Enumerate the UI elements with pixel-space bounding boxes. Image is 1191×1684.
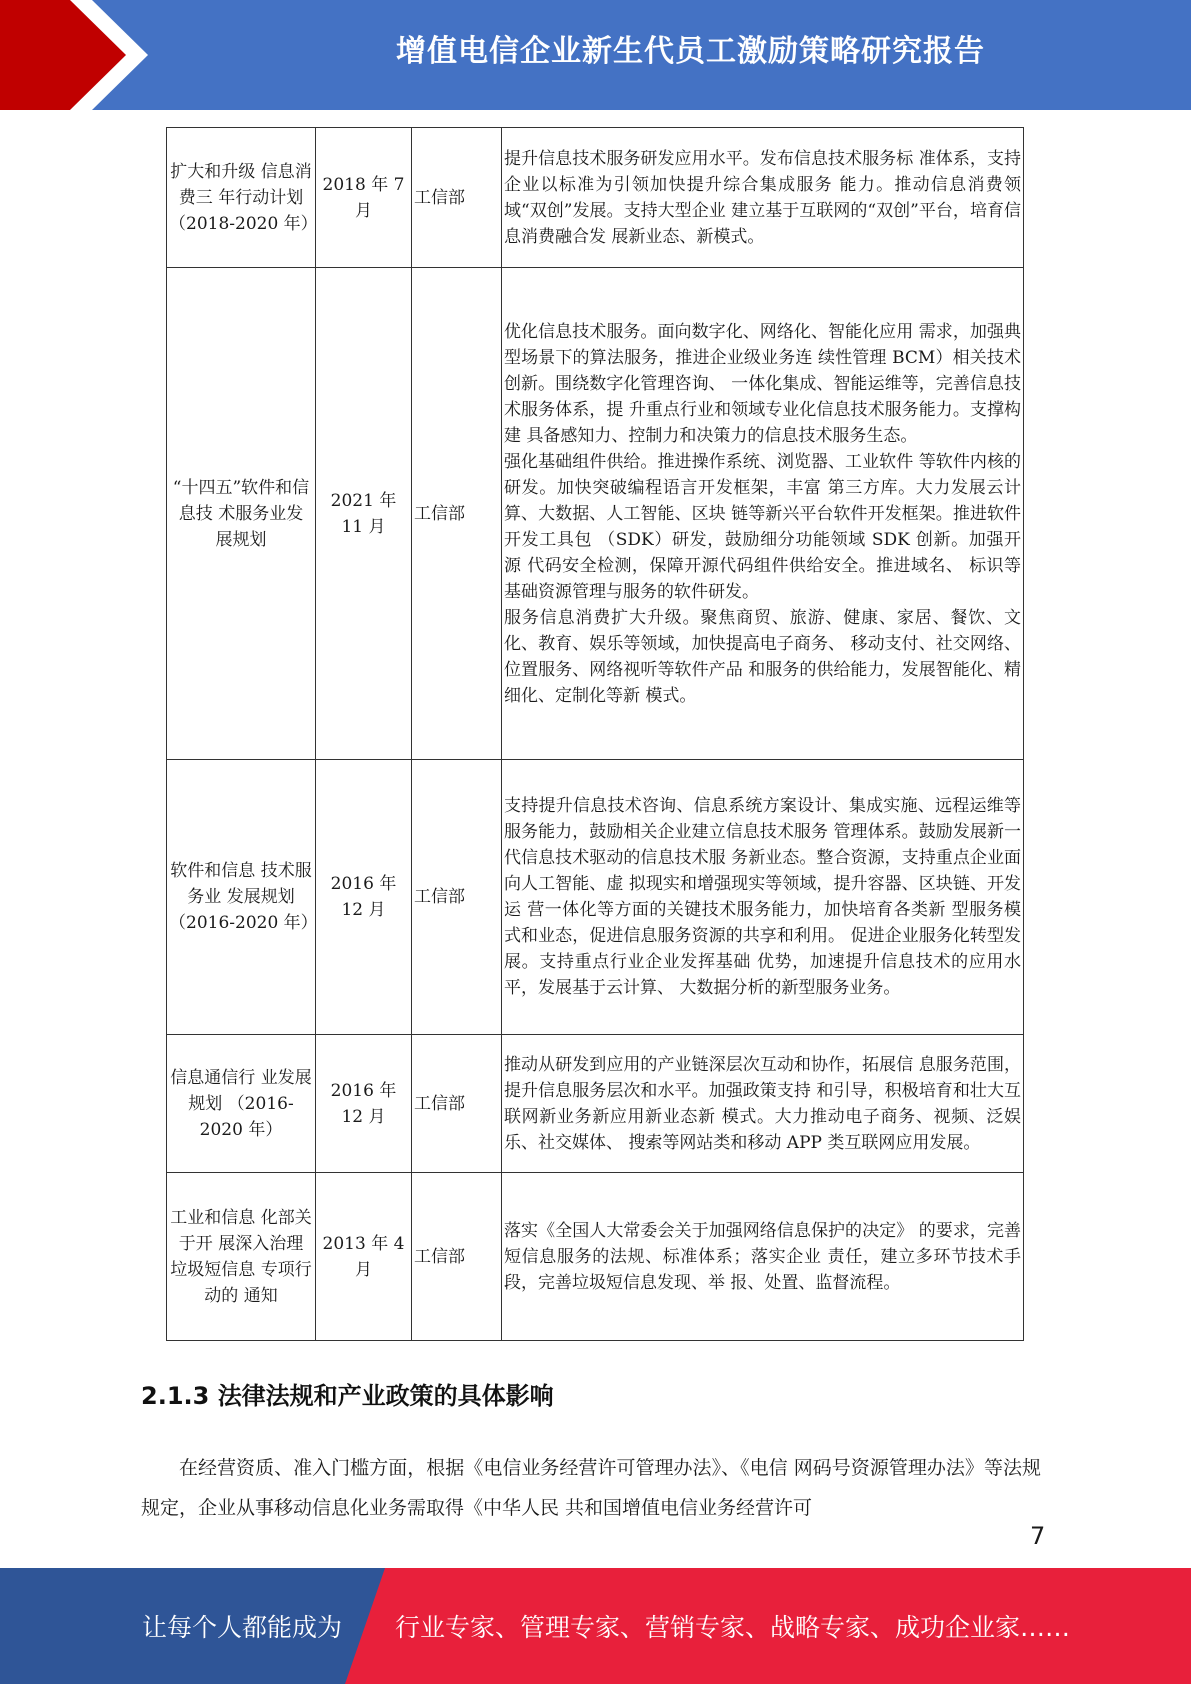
policy-content-cell — [502, 760, 1024, 1035]
report-title: 增值电信企业新生代员工激励策略研究报告 — [396, 34, 985, 69]
policy-table-body — [167, 128, 1024, 1341]
policy-date-cell: 2016 年 12 月 — [316, 1035, 412, 1173]
policy-name-cell: 信息通信行 业发展规划 （2016-2020 年） — [167, 1035, 316, 1173]
policy-content-paragraph: 推动从研发到应用的产业链深层次互动和协作，拓展信 息服务范围，提升信息服务层次和水平。加强政策支持 和引导，积极培育和壮大互联网新业务新应用新业态新 模式。大力推动电子商务、视频、泛娱乐、社交媒体、 搜索等网站类和移动 APP 类互联网应用发展。 — [504, 1054, 1021, 1153]
policy-content-paragraph: 服务信息消费扩大升级。聚焦商贸、旅游、健康、家居、餐饮、文化、教育、娱乐等领域，加快提高电子商务、 移动支付、社交网络、位置服务、网络视听等软件产品 和服务的供给能力，发展智能化、精细化、定制化等新 模式。 — [504, 607, 1021, 706]
red-arrow-icon — [0, 0, 200, 110]
policy-dept-cell: 工信部 — [412, 268, 502, 760]
policy-content-cell — [502, 1173, 1024, 1341]
policy-content-cell — [502, 1035, 1024, 1173]
table-row — [167, 1173, 1024, 1341]
policy-content-cell — [502, 128, 1024, 268]
header-banner — [0, 0, 1191, 110]
policy-name-cell: 扩大和升级 信息消费三 年行动计划 （2018-2020 年） — [167, 128, 316, 268]
policy-name-cell: “十四五”软件和信息技 术服务业发 展规划 — [167, 268, 316, 760]
policy-name-cell: 工业和信息 化部关于开 展深入治理 垃圾短信息 专项行动的 通知 — [167, 1173, 316, 1341]
policy-content-paragraph: 优化信息技术服务。面向数字化、网络化、智能化应用 需求，加强典型场景下的算法服务，推进企业级业务连 续性管理 BCM）相关技术创新。围绕数字化管理咨询、 一体化集成、智能运维等，完善信息技术服务体系，提 升重点行业和领域专业化信息技术服务能力。支撑构建 具备感知力、控制力和决策力的信息技术服务生态。 — [504, 321, 1021, 446]
policy-date-cell: 2016 年 12 月 — [316, 760, 412, 1035]
table-row — [167, 1035, 1024, 1173]
table-row — [167, 268, 1024, 760]
policy-content-cell — [502, 268, 1024, 760]
policy-dept-cell: 工信部 — [412, 1035, 502, 1173]
table-row — [167, 760, 1024, 1035]
policy-date-cell: 2013 年 4 月 — [316, 1173, 412, 1341]
policy-content-paragraph: 强化基础组件供给。推进操作系统、浏览器、工业软件 等软件内核的研发。加快突破编程语言开发框架，丰富 第三方库。大力发展云计算、大数据、人工智能、区块 链等新兴平台软件开发框架。推进软件开发工具包 （SDK）研发，鼓励细分功能领域 SDK 创新。加强开源 代码安全检测，保障开源代码组件供给安全。推进域名、 标识等基础资源管理与服务的软件研发。 — [504, 451, 1021, 602]
footer-banner — [0, 1568, 1191, 1684]
policy-content-paragraph: 支持提升信息技术咨询、信息系统方案设计、集成实施、远程运维等服务能力，鼓励相关企业建立信息技术服务 管理体系。鼓励发展新一代信息技术驱动的信息技术服 务新业态。整合资源，支持重点企业面向人工智能、虚 拟现实和增强现实等领域，提升容器、区块链、开发运 营一体化等方面的关键技术服务能力，加快培育各类新 型服务模式和业态，促进信息服务资源的共享和利用。 促进企业服务化转型发展。支持重点行业企业发挥基础 优势，加速提升信息技术的应用水平，发展基于云计算、 大数据分析的新型服务业务。 — [504, 796, 1021, 998]
policy-dept-cell: 工信部 — [412, 128, 502, 268]
policy-content-paragraph: 提升信息技术服务研发应用水平。发布信息技术服务标 准体系，支持企业以标准为引领加快提升综合集成服务 能力。推动信息消费领域“双创”发展。支持大型企业 建立基于互联网的“双创”平台，培育信息消费融合发 展新业态、新模式。 — [504, 148, 1021, 247]
policy-content-paragraph: 落实《全国人大常委会关于加强网络信息保护的决定》 的要求，完善短信息服务的法规、标准体系；落实企业 责任，建立多环节技术手段，完善垃圾短信息发现、举 报、处置、监督流程。 — [504, 1220, 1021, 1293]
section-heading: 2.1.3 法律法规和产业政策的具体影响 — [141, 1382, 554, 1410]
page-number: 7 — [1030, 1522, 1046, 1550]
policy-dept-cell: 工信部 — [412, 1173, 502, 1341]
policy-name-cell: 软件和信息 技术服务业 发展规划 （2016-2020 年） — [167, 760, 316, 1035]
policy-date-cell: 2018 年 7 月 — [316, 128, 412, 268]
footer-slogan-right: 行业专家、管理专家、营销专家、战略专家、成功企业家…… — [395, 1613, 1071, 1642]
policy-dept-cell: 工信部 — [412, 760, 502, 1035]
table-row — [167, 128, 1024, 268]
footer-slogan-left: 让每个人都能成为 — [142, 1613, 343, 1642]
policy-date-cell: 2021 年 11 月 — [316, 268, 412, 760]
policy-table — [166, 127, 1024, 1341]
body-paragraph: 在经营资质、准入门槛方面，根据《电信业务经营许可管理办法》、《电信 网码号资源管理办法》等法规规定，企业从事移动信息化业务需取得《中华人民 共和国增值电信业务经营许可 — [141, 1457, 1041, 1519]
